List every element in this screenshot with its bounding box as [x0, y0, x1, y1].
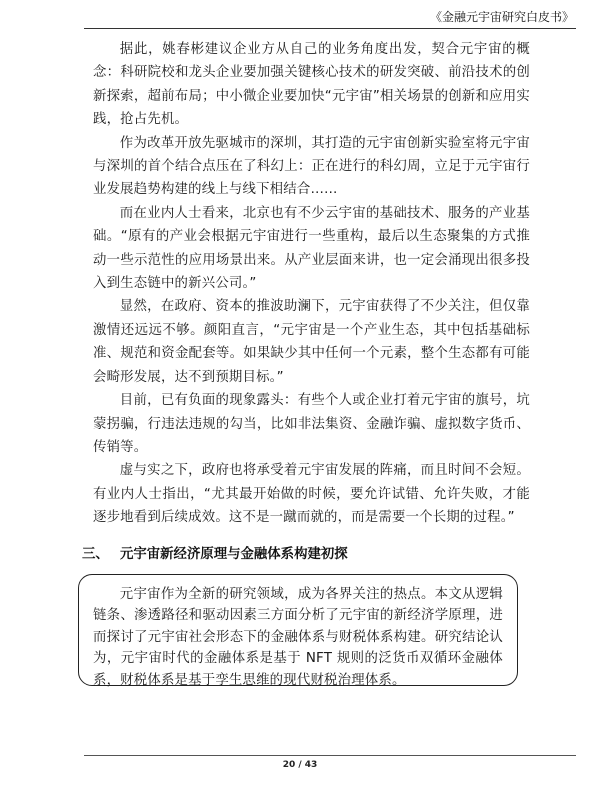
- paragraph: 显然，在政府、资本的推波助澜下，元宇宙获得了不少关注，但仅靠激情还远远不够。颜阳直言，“元宇宙是一个产业生态，其中包括基础标准、规范和资金配套等。如果缺少其中任何一个元素，整个生态都有可能会畸形发展，达不到预期目标。”: [93, 299, 530, 385]
- paragraph: 作为改革开放先驱城市的深圳，其打造的元宇宙创新实验室将元宇宙与深圳的首个结合点压在了科幻上：正在进行的科幻周，立足于元宇宙行业发展趋势构建的线上与线下相结合……: [93, 135, 530, 198]
- section-title: 元宇宙新经济原理与金融体系构建初探: [120, 547, 348, 562]
- section-number: 三、: [82, 547, 109, 562]
- abstract-box: [78, 574, 518, 686]
- paragraph: 据此，姚春彬建议企业方从自己的业务角度出发，契合元宇宙的概念：科研院校和龙头企业要加强关键核心技术的研发突破、前沿技术的创新探索，超前布局；中小微企业要加快“元宇宙”相关场景的创新和应用实践，抢占先机。: [93, 42, 530, 128]
- body-text: [93, 38, 530, 530]
- header-rule: [84, 28, 576, 29]
- abstract-text: 元宇宙作为全新的研究领域，成为各界关注的热点。本文从逻辑链条、渗透路径和驱动因素三方面分析了元宇宙的新经济学原理，进而探讨了元宇宙社会形态下的金融体系与财税体系构建。研究结论认为，元宇宙时代的金融体系是基于 NFT 规则的泛货币双循环金融体系，财税体系是基于孪生思维的现代财税治理体系。: [93, 587, 503, 688]
- section-heading: [82, 543, 348, 562]
- paragraph: 而在业内人士看来，北京也有不少云宇宙的基础技术、服务的产业基础。“原有的产业会根据元宇宙进行一些重构，最后以生态聚集的方式推动一些示范性的应用场景出来。从产业层面来讲，也一定会涌现出很多投入到生态链中的新兴公司。”: [93, 205, 530, 292]
- footer-rule: [84, 755, 576, 756]
- page-number: 20 / 43: [282, 760, 318, 770]
- paragraph: 目前，已有负面的现象露头：有些个人或企业打着元宇宙的旗号，坑蒙拐骗，行违法违规的勾当，比如非法集资、金融诈骗、虚拟数字货币、传销等。: [93, 393, 530, 455]
- paragraph: 虚与实之下，政府也将承受着元宇宙发展的阵痛，而且时间不会短。有业内人士指出，“尤其最开始做的时候，要允许试错、允许失败，才能逐步地看到后续成效。这不是一蹴而就的，而是需要一个长期的过程。”: [93, 463, 530, 526]
- running-header-title: 《金融元宇宙研究白皮书》: [429, 10, 574, 24]
